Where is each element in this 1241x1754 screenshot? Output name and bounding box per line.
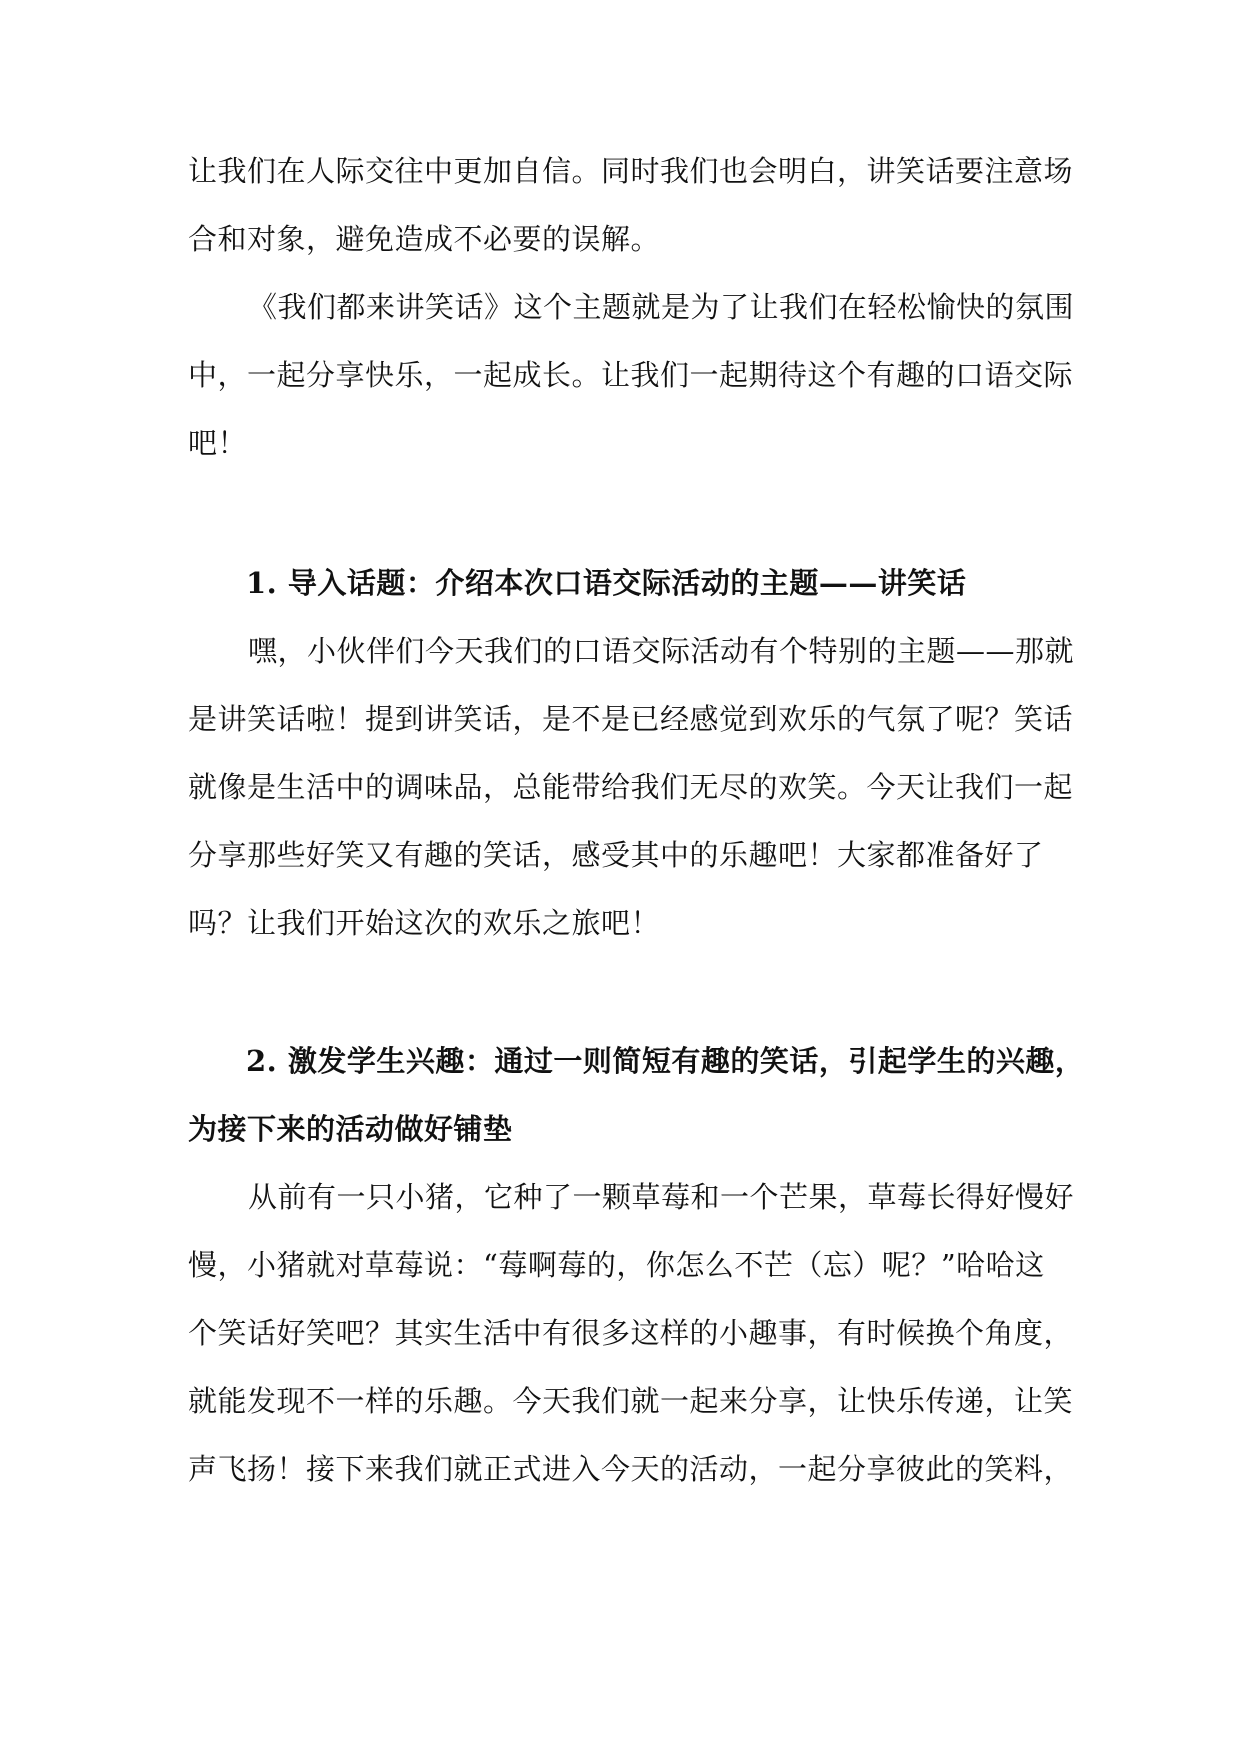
section-1-heading: 1. 导入话题：介绍本次口语交际活动的主题——讲笑话 — [246, 566, 967, 600]
paragraph-line: 《我们都来讲笑话》这个主题就是为了让我们在轻松愉快的氛围 — [248, 290, 1075, 324]
paragraph-line: 就像是生活中的调味品，总能带给我们无尽的欢笑。今天让我们一起 — [188, 770, 1074, 804]
paragraph-line: 是讲笑话啦！提到讲笑话，是不是已经感觉到欢乐的气氛了呢？笑话 — [188, 702, 1074, 736]
paragraph-line: 让我们在人际交往中更加自信。同时我们也会明白，讲笑话要注意场 — [188, 154, 1074, 188]
paragraph-line: 合和对象，避免造成不必要的误解。 — [188, 222, 661, 256]
paragraph-line: 从前有一只小猪，它种了一颗草莓和一个芒果，草莓长得好慢好 — [248, 1180, 1075, 1214]
paragraph-line: 中，一起分享快乐，一起成长。让我们一起期待这个有趣的口语交际 — [188, 358, 1074, 392]
paragraph-line: 吗？让我们开始这次的欢乐之旅吧！ — [188, 906, 661, 940]
paragraph-line: 分享那些好笑又有趣的笑话，感受其中的乐趣吧！大家都准备好了 — [188, 838, 1044, 872]
paragraph-line: 慢，小猪就对草莓说：“莓啊莓的，你怎么不芒（忘）呢？”哈哈这 — [188, 1248, 1045, 1282]
paragraph-line: 个笑话好笑吧？其实生活中有很多这样的小趣事，有时候换个角度， — [188, 1316, 1074, 1350]
section-2-heading-cont: 为接下来的活动做好铺垫 — [188, 1112, 513, 1146]
paragraph-line: 嘿，小伙伴们今天我们的口语交际活动有个特别的主题——那就 — [248, 634, 1075, 668]
paragraph-line: 就能发现不一样的乐趣。今天我们就一起来分享，让快乐传递，让笑 — [188, 1384, 1074, 1418]
paragraph-line: 声飞扬！接下来我们就正式进入今天的活动，一起分享彼此的笑料， — [188, 1452, 1074, 1486]
section-2-heading: 2. 激发学生兴趣：通过一则简短有趣的笑话，引起学生的兴趣， — [246, 1044, 1085, 1078]
paragraph-line: 吧！ — [188, 426, 248, 460]
